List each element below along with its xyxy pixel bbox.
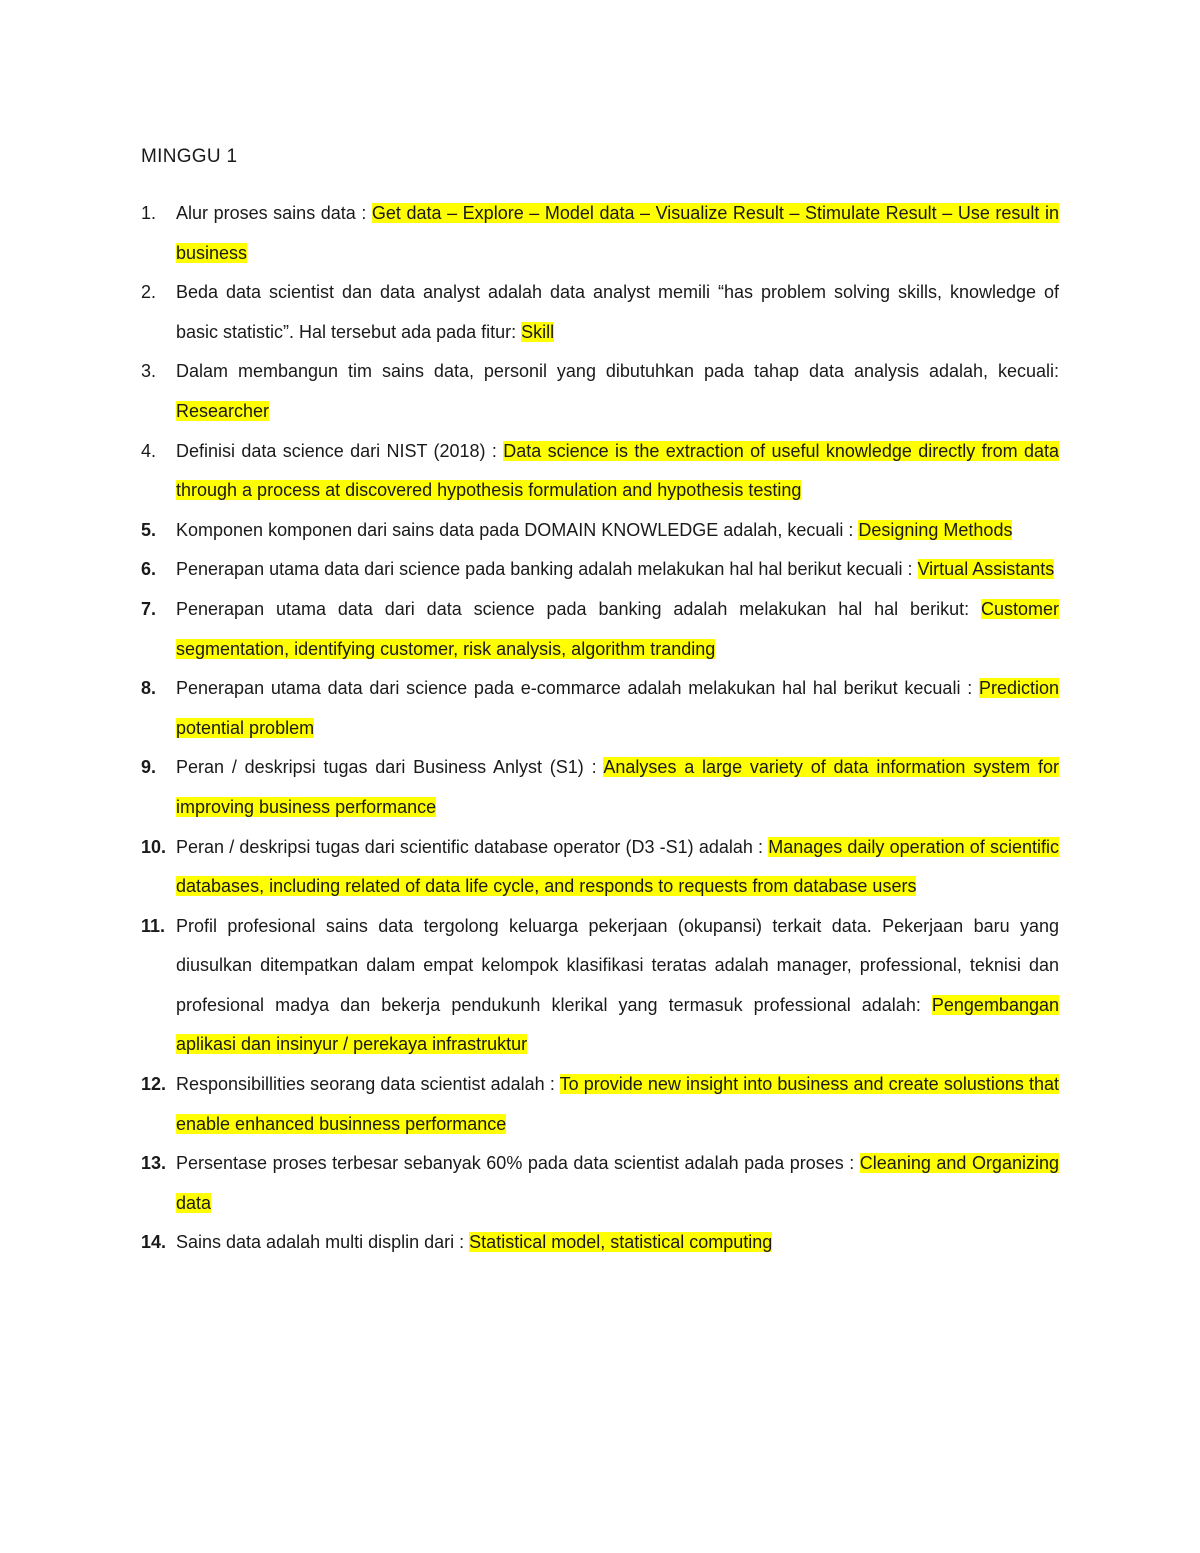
- highlighted-answer: Skill: [521, 321, 555, 342]
- question-text: Penerapan utama data dari data science pada banking adalah melakukan hal hal berikut:: [176, 598, 981, 619]
- highlighted-answer: Cleaning and Organizing data: [176, 1153, 1059, 1213]
- question-text: Penerapan utama data dari science pada e-commarce adalah melakukan hal hal berikut kecuali :: [176, 678, 979, 699]
- question-text: Profil profesional sains data tergolong keluarga pekerjaan (okupansi) terkait data. Pekerjaan baru yang diusulkan ditempatkan dalam empat kelompok klasifikasi teratas adalah manager, professional, teknisi dan profesional madya dan bekerja pendukunh klerikal yang termasuk professional adalah:: [176, 915, 1059, 1015]
- highlighted-answer: Customer segmentation, identifying customer, risk analysis, algorithm tranding: [176, 598, 1059, 659]
- highlighted-answer: Statistical model, statistical computing: [469, 1232, 773, 1253]
- highlighted-answer: Designing Methods: [858, 519, 1013, 540]
- highlighted-answer: Get data – Explore – Model data – Visualize Result – Stimulate Result – Use result in business: [176, 203, 1059, 263]
- question-text: Dalam membangun tim sains data, personil yang dibutuhkan pada tahap data analysis adalah, kecuali:: [176, 361, 1059, 382]
- highlighted-answer: Data science is the extraction of useful knowledge directly from data through a process at discovered hypothesis formulation and hypothesis testing: [176, 440, 1060, 501]
- item-number: 14.: [141, 1232, 167, 1253]
- item-number: 13.: [141, 1153, 167, 1174]
- highlighted-answer: Researcher: [176, 400, 270, 421]
- item-number: 6.: [141, 559, 157, 580]
- item-number: 12.: [141, 1074, 167, 1095]
- list-item: [141, 550, 1059, 590]
- question-text: Beda data scientist dan data analyst adalah data analyst memili “has problem solving skills, knowledge of basic statistic”. Hal tersebut ada pada fitur:: [176, 282, 1059, 342]
- list-item: [141, 590, 1059, 669]
- list-item: [141, 1065, 1059, 1144]
- item-number: 3.: [141, 361, 157, 382]
- list-item: [141, 907, 1059, 1065]
- item-number: 1.: [141, 203, 157, 223]
- highlighted-answer: Pengembangan aplikasi dan insinyur / perekaya infrastruktur: [176, 994, 1059, 1055]
- item-number: 4.: [141, 440, 157, 461]
- list-item: [141, 1144, 1059, 1223]
- item-number: 11.: [141, 915, 166, 936]
- item-number: 10.: [141, 836, 167, 857]
- item-number: 8.: [141, 678, 157, 699]
- question-text: Sains data adalah multi displin dari :: [176, 1232, 470, 1253]
- question-text: Penerapan utama data dari science pada banking adalah melakukan hal hal berikut kecuali :: [176, 559, 918, 580]
- list-item: [141, 352, 1059, 431]
- item-number: 7.: [141, 598, 157, 619]
- question-text: Peran / deskripsi tugas dari Business Anlyst (S1) :: [176, 757, 604, 778]
- question-text: Komponen komponen dari sains data pada DOMAIN KNOWLEDGE adalah, kecuali :: [176, 519, 859, 540]
- list-item: [141, 748, 1059, 827]
- highlighted-answer: Manages daily operation of scientific databases, including related of data life cycle, and responds to requests from database users: [176, 836, 1059, 897]
- question-text: Definisi data science dari NIST (2018) :: [176, 440, 504, 461]
- list-item: [141, 828, 1059, 907]
- list-item: [141, 1223, 1059, 1263]
- list-item: [141, 432, 1059, 511]
- highlighted-answer: Virtual Assistants: [917, 559, 1055, 580]
- list-item: [141, 194, 1059, 273]
- page-title: MINGGU 1: [141, 146, 238, 167]
- list-item: [141, 511, 1059, 551]
- list-item: [141, 273, 1059, 352]
- highlighted-answer: Prediction potential problem: [176, 678, 1059, 738]
- question-text: Persentase proses terbesar sebanyak 60% pada data scientist adalah pada proses :: [176, 1153, 860, 1174]
- item-number: 5.: [141, 519, 157, 540]
- question-text: Alur proses sains data :: [176, 203, 372, 223]
- question-list: [141, 194, 1059, 1263]
- item-number: 2.: [141, 282, 157, 303]
- question-text: Responsibillities seorang data scientist adalah :: [176, 1074, 560, 1095]
- question-text: Peran / deskripsi tugas dari scientific database operator (D3 -S1) adalah :: [176, 836, 769, 857]
- list-item: [141, 669, 1059, 748]
- highlighted-answer: To provide new insight into business and create solustions that enable enhanced businness performance: [176, 1074, 1059, 1134]
- highlighted-answer: Analyses a large variety of data information system for improving business performance: [176, 757, 1060, 817]
- item-number: 9.: [141, 757, 157, 778]
